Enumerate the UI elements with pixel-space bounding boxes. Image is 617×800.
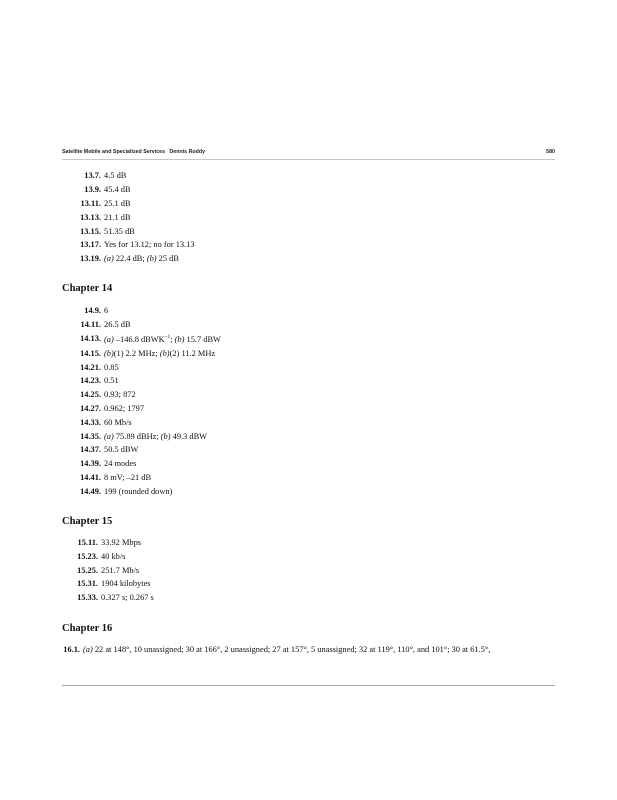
footer-divider xyxy=(62,685,555,686)
answer-text: 51.35 dB xyxy=(104,227,135,236)
problem-number: 14.23. xyxy=(80,376,101,385)
answer-text: 50.5 dBW xyxy=(104,445,139,454)
answer-text: 1904 kilobytes xyxy=(101,579,151,588)
problem-number: 13.19. xyxy=(80,254,101,263)
chapter-heading: Chapter 16 xyxy=(62,623,113,634)
answer-text: 8 mV; –21 dB xyxy=(104,473,152,482)
answer-text: (a) 75.89 dBHz; (b) 49.3 dBW xyxy=(104,432,208,441)
problem-number: 13.17. xyxy=(80,240,101,249)
chapter-heading: Chapter 15 xyxy=(62,516,113,527)
problem-number: 14.41. xyxy=(80,473,101,482)
problem-number: 15.11. xyxy=(77,538,98,547)
problem-number: 14.25. xyxy=(80,390,101,399)
problem-number: 14.39. xyxy=(80,459,101,468)
answer-text: 40 kb/s xyxy=(101,552,126,561)
answer-text: (a) 22.4 dB; (b) 25 dB xyxy=(104,254,179,263)
answer-text: 0.327 s; 0.267 s xyxy=(101,593,154,602)
answer-text: 45.4 dB xyxy=(104,185,131,194)
answer-text: 25.1 dB xyxy=(104,199,131,208)
header-divider xyxy=(62,159,555,160)
book-title: Satellite Mobile and Specialized Services xyxy=(62,149,166,155)
answer-text: (a) –146.8 dBWK$^{-1}$; (b) 15.7 dBW xyxy=(104,334,221,344)
answer-text: 33.92 Mbps xyxy=(101,538,142,547)
problem-number: 13.7. xyxy=(84,171,101,180)
problem-number: 14.15. xyxy=(80,349,101,358)
answer-text: 0.962; 1797 xyxy=(104,404,145,413)
author-name: Dennis Roddy xyxy=(169,149,206,155)
problem-number: 14.13. xyxy=(80,334,101,343)
answer-text: (a) 22 at 148°, 10 unassigned; 30 at 166°, 2 unassigned; 27 at 157°, 5 unassigned; 32 at 119°, 110°, and 101°; 30 at 61.5°, xyxy=(83,645,491,654)
problem-number: 16.1. xyxy=(63,645,80,654)
problem-number: 14.11. xyxy=(80,320,101,329)
answer-text: 199 (rounded down) xyxy=(104,487,173,496)
problem-number: 14.49. xyxy=(80,487,101,496)
problem-number: 15.23. xyxy=(77,552,98,561)
problem-number: 14.21. xyxy=(80,363,101,372)
answer-text: 6 xyxy=(104,306,109,315)
answer-text: 0.51 xyxy=(104,376,119,385)
answer-text: 26.5 dB xyxy=(104,320,131,329)
answer-text: 0.93; 872 xyxy=(104,390,136,399)
problem-number: 14.27. xyxy=(80,404,101,413)
problem-number: 13.11. xyxy=(80,199,101,208)
problem-number: 13.15. xyxy=(80,227,101,236)
answer-text: Yes for 13.12; no for 13.13 xyxy=(104,240,195,249)
problem-number: 15.33. xyxy=(77,593,98,602)
answer-text: 21.1 dB xyxy=(104,213,131,222)
answer-text: 60 Mb/s xyxy=(104,418,132,427)
answer-text: 24 modes xyxy=(104,459,137,468)
answer-text: 251.7 Mb/s xyxy=(101,566,140,575)
problem-number: 13.9. xyxy=(84,185,101,194)
problem-number: 14.33. xyxy=(80,418,101,427)
problem-number: 15.25. xyxy=(77,566,98,575)
answer-text: (b)(1) 2.2 MHz; (b)(2) 11.2 MHz xyxy=(104,349,216,358)
problem-number: 15.31. xyxy=(77,579,98,588)
page-number: 580 xyxy=(546,149,555,155)
problem-number: 14.37. xyxy=(80,445,101,454)
answer-text: 0.85 xyxy=(104,363,119,372)
problem-number: 13.13. xyxy=(80,213,101,222)
problem-number: 14.9. xyxy=(84,306,101,315)
chapter-heading: Chapter 14 xyxy=(62,283,113,294)
running-header xyxy=(62,149,555,159)
header-left xyxy=(62,149,205,155)
problem-number: 14.35. xyxy=(80,432,101,441)
answer-text: 4.5 dB xyxy=(104,171,127,180)
